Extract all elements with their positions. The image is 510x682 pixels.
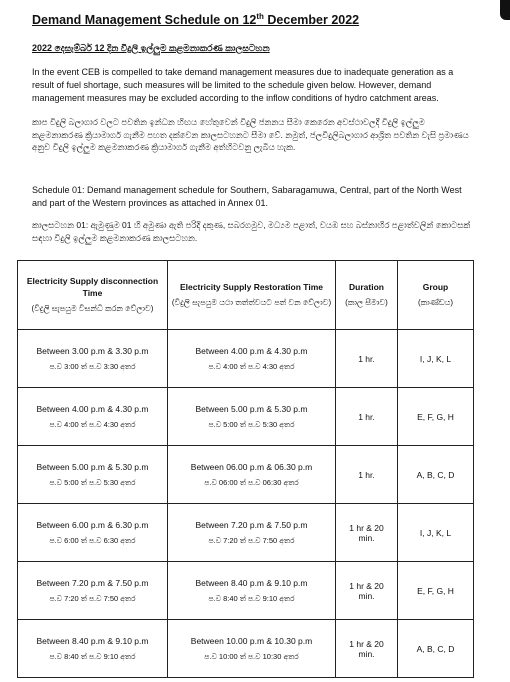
- schedule-note-sinhala: කාලසටහන 01: ඇමුණුම 01 හි අමුණා ඇති පරිදි දකුණ, සබරගමුව, මධ්‍යම පළාත්, වයඹ සහ බස්නාහිර පළාත්වලින් කොටසක් සඳහා විදුලි ඉල්ලුම කළමනාකරණ කාලසටහන.: [32, 220, 471, 243]
- header-group: Group (කාණ්ඩය): [398, 261, 474, 330]
- duration-cell: 1 hr.: [336, 446, 398, 504]
- page-corner-mark: [500, 0, 510, 20]
- group-cell: I, J, K, L: [398, 504, 474, 562]
- disconnection-cell: Between 6.00 p.m & 6.30 p.m ප.ව 6:00 ත් ප.ව 6:30 අතර: [18, 504, 168, 562]
- header-restoration: Electricity Supply Restoration Time (විදුලි සැපයුම යථා තත්ත්වයට පත් වන වේලාව): [168, 261, 336, 330]
- duration-cell: 1 hr & 20 min.: [336, 562, 398, 620]
- restoration-cell: Between 4.00 p.m & 4.30 p.m ප.ව 4:00 ත් ප.ව 4:30 අතර: [168, 330, 336, 388]
- sinhala-title: 2022 දෙසැම්බර් 12 දින විදුලි ඉල්ලුම කළමනාකරණ කාලසටහන: [32, 43, 270, 53]
- duration-cell: 1 hr.: [336, 330, 398, 388]
- table-row: [18, 562, 474, 620]
- restoration-cell: Between 5.00 p.m & 5.30 p.m ප.ව 5:00 ත් ප.ව 5:30 අතර: [168, 388, 336, 446]
- restoration-cell: Between 10.00 p.m & 10.30 p.m ප.ව 10:00 ත් ප.ව 10:30 අතර: [168, 620, 336, 678]
- table-header-row: [18, 261, 474, 330]
- disconnection-cell: Between 4.00 p.m & 4.30 p.m ප.ව 4:00 ත් ප.ව 4:30 අතර: [18, 388, 168, 446]
- table-row: [18, 330, 474, 388]
- duration-cell: 1 hr & 20 min.: [336, 504, 398, 562]
- table-row: [18, 504, 474, 562]
- restoration-cell: Between 06.00 p.m & 06.30 p.m ප.ව 06:00 ත් ප.ව 06:30 අතර: [168, 446, 336, 504]
- schedule-note-english: Schedule 01: Demand management schedule for Southern, Sabaragamuwa, Central, part of the North West and part of the Western provinces as attached in Annex 01.: [32, 185, 462, 208]
- table-row: [18, 620, 474, 678]
- group-cell: E, F, G, H: [398, 388, 474, 446]
- group-cell: A, B, C, D: [398, 620, 474, 678]
- table-row: [18, 388, 474, 446]
- disconnection-cell: Between 5.00 p.m & 5.30 p.m ප.ව 5:00 ත් ප.ව 5:30 අතර: [18, 446, 168, 504]
- duration-cell: 1 hr.: [336, 388, 398, 446]
- group-cell: E, F, G, H: [398, 562, 474, 620]
- header-disconnection: Electricity Supply disconnection Time (විදුලි සැපයුම විසන්ධි කරන වේලාව): [18, 261, 168, 330]
- disconnection-cell: Between 8.40 p.m & 9.10 p.m ප.ව 8:40 ත් ප.ව 9:10 අතර: [18, 620, 168, 678]
- table-row: [18, 446, 474, 504]
- restoration-cell: Between 7.20 p.m & 7.50 p.m ප.ව 7:20 ත් ප.ව 7:50 අතර: [168, 504, 336, 562]
- header-duration: Duration (කාල සීමාව): [336, 261, 398, 330]
- intro-sinhala: කාප විදුලි බලාගාර වලට පවතින ඉන්ධන හිඟය හේතුවෙන් විදුලි ජනනය සීමා කෙරෙන අවස්ථාවලදී විදුලි ඉල්ලුම කළමනාකරණ ක්‍රියාමාර්ග ගැනීම පහත දක්වෙන කාලසටහනට සීමා වේ. නමුත්, ජලවිදුලිබලාගාර ආශ්‍රිත පවතින වැසි ප්‍රමාණය අනුව විදුලි ඉල්ලුම කළමනාකරණ ක්‍රියාමාර්ග ගැනීම අත්හිටවනු ලැබිය හැක.: [32, 117, 469, 152]
- schedule-table: [17, 260, 474, 678]
- duration-cell: 1 hr & 20 min.: [336, 620, 398, 678]
- document-title: Demand Management Schedule on 12th December 2022: [32, 12, 360, 28]
- group-cell: I, J, K, L: [398, 330, 474, 388]
- group-cell: A, B, C, D: [398, 446, 474, 504]
- intro-english: In the event CEB is compelled to take demand management measures due to inadequate generation as a result of fuel shortage, such measures will be limited to the schedule given below. However, demand management measures may be excluded according to the inflow conditions of hydro catchment areas.: [32, 67, 454, 103]
- restoration-cell: Between 8.40 p.m & 9.10 p.m ප.ව 8:40 ත් ප.ව 9:10 අතර: [168, 562, 336, 620]
- disconnection-cell: Between 7.20 p.m & 7.50 p.m ප.ව 7:20 ත් ප.ව 7:50 අතර: [18, 562, 168, 620]
- disconnection-cell: Between 3.00 p.m & 3.30 p.m ප.ව 3:00 ත් ප.ව 3:30 අතර: [18, 330, 168, 388]
